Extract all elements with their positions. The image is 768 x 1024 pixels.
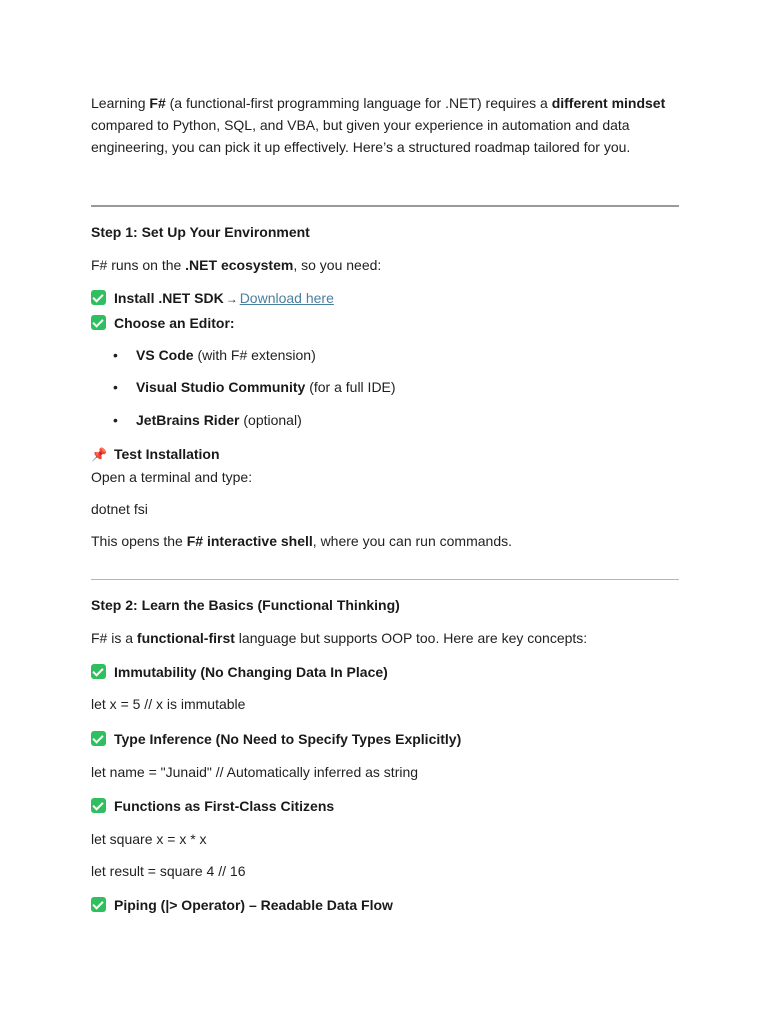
text: This opens the bbox=[91, 533, 187, 549]
bold-text: functional-first bbox=[136, 630, 235, 646]
intro-text: (a functional-first programming language for .NET) requires a bbox=[165, 95, 552, 111]
text: , where you can run commands. bbox=[312, 533, 513, 549]
code-line: let result = square 4 // 16 bbox=[91, 863, 246, 879]
install-sdk-item bbox=[91, 290, 334, 306]
bullet-icon: • bbox=[113, 412, 118, 428]
pushpin-icon: 📌 bbox=[91, 447, 108, 462]
text: F# is a bbox=[91, 630, 137, 646]
choose-editor-item bbox=[91, 315, 235, 331]
bullet-icon: • bbox=[113, 379, 118, 395]
open-terminal-text: Open a terminal and type: bbox=[91, 469, 253, 485]
editor-item bbox=[136, 347, 316, 363]
text: , so you need: bbox=[293, 257, 382, 273]
bold-text: .NET ecosystem bbox=[185, 257, 294, 273]
concept-heading bbox=[91, 664, 388, 680]
step1-runs-on bbox=[91, 257, 381, 273]
check-icon bbox=[91, 798, 106, 813]
editor-item bbox=[136, 412, 302, 428]
check-icon bbox=[91, 731, 106, 746]
step2-heading bbox=[91, 597, 400, 613]
step2-description bbox=[91, 630, 587, 646]
command-text: dotnet fsi bbox=[91, 501, 148, 517]
check-icon bbox=[91, 897, 106, 912]
arrow-icon: → bbox=[225, 292, 238, 306]
concept-title: Piping (|> Operator) – Readable Data Flow bbox=[114, 897, 393, 913]
editor-name: Visual Studio Community bbox=[136, 379, 306, 395]
check-icon bbox=[91, 664, 106, 679]
bullet-icon: • bbox=[113, 347, 118, 363]
step2-heading-text: Step 2: Learn the Basics (Functional Thinking) bbox=[91, 597, 400, 613]
concept-heading bbox=[91, 731, 461, 747]
concept-heading bbox=[91, 798, 334, 814]
editor-note: (for a full IDE) bbox=[305, 379, 396, 395]
concept-title: Type Inference (No Need to Specify Types Explicitly) bbox=[114, 731, 462, 747]
concept-title: Immutability (No Changing Data In Place) bbox=[114, 664, 388, 680]
code-line: let square x = x * x bbox=[91, 831, 207, 847]
opens-shell-text bbox=[91, 533, 512, 549]
divider bbox=[91, 579, 679, 580]
editor-note: (with F# extension) bbox=[193, 347, 316, 363]
check-icon bbox=[91, 315, 106, 330]
editor-name: VS Code bbox=[136, 347, 194, 363]
intro-paragraph bbox=[91, 92, 679, 158]
code-line: let name = "Junaid" // Automatically inferred as string bbox=[91, 764, 419, 780]
intro-bold-fsharp: F# bbox=[149, 95, 166, 111]
text: F# runs on the bbox=[91, 257, 186, 273]
concept-heading bbox=[91, 897, 393, 913]
bold-text: F# interactive shell bbox=[186, 533, 313, 549]
editor-name: JetBrains Rider bbox=[136, 412, 240, 428]
step1-heading bbox=[91, 224, 310, 240]
test-installation-heading bbox=[91, 446, 220, 463]
intro-bold-mindset: different mindset bbox=[551, 95, 666, 111]
editor-item bbox=[136, 379, 396, 395]
editor-note: (optional) bbox=[239, 412, 302, 428]
divider bbox=[91, 205, 679, 207]
concept-title: Functions as First-Class Citizens bbox=[114, 798, 335, 814]
text: language but supports OOP too. Here are key concepts: bbox=[234, 630, 588, 646]
choose-editor-label: Choose an Editor: bbox=[114, 315, 235, 331]
test-heading-text: Test Installation bbox=[114, 446, 220, 462]
install-label: Install .NET SDK bbox=[114, 290, 224, 306]
check-icon bbox=[91, 290, 106, 305]
code-line: let x = 5 // x is immutable bbox=[91, 696, 246, 712]
download-link[interactable]: Download here bbox=[239, 290, 334, 306]
intro-text: Learning bbox=[91, 95, 150, 111]
intro-text: compared to Python, SQL, and VBA, but given your experience in automation and data engineering, you can pick it up effectively. Here’s a structured roadmap tailored for you. bbox=[91, 117, 631, 155]
step1-heading-text: Step 1: Set Up Your Environment bbox=[91, 224, 310, 240]
